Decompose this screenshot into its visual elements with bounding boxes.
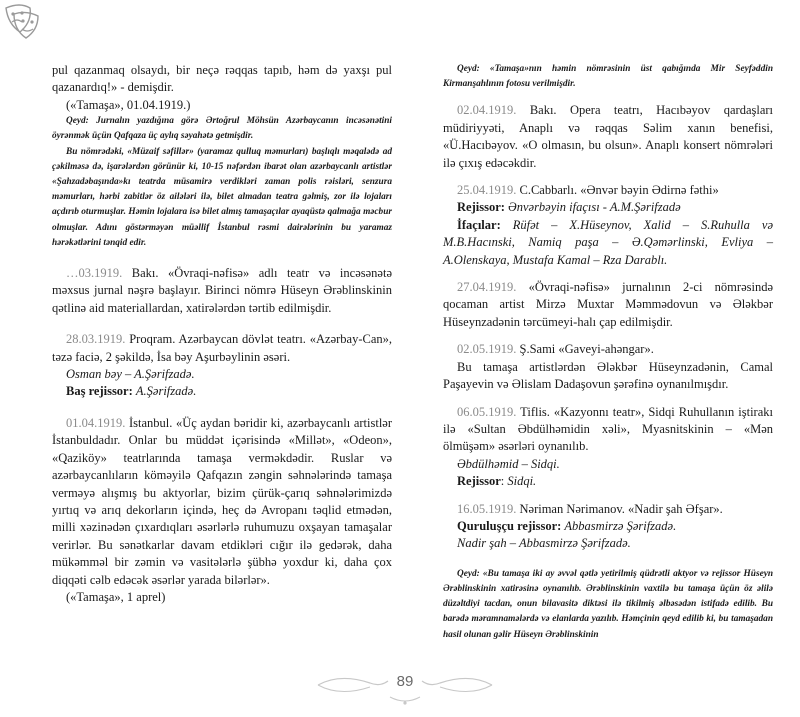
entry-text: Ş.Sami «Gaveyi-ahəngar». — [519, 342, 654, 357]
chronicle-entry — [443, 279, 773, 331]
director-value: Sidqi. — [507, 474, 537, 489]
source-citation: («Tamaşa», 01.04.1919.) — [66, 97, 191, 112]
page-footer — [310, 663, 500, 707]
chronicle-entry — [52, 331, 392, 366]
director-value: Ənvərbəyin ifaçısı - A.M.Şərifzadə — [508, 200, 681, 215]
entry-text: C.Cabbarlı. «Ənvər bəyin Ədirnə fəthi» — [519, 183, 719, 198]
entry-text: Bu tamaşa artistlərdən Ələkbər Hüseynzadənin, Camal Paşayevin və Əlislam Dadaşovun şərəfinə oynanılmışdır. — [443, 359, 773, 392]
editor-note: Qeyd: «Bu tamaşa iki ay əvvəl qətlə yetirilmiş qüdrətli aktyor və rejissor Hüseyn Ərəblinskinin xatirəsinə oynanılıb. Ərəblinskinin vaxtilə bu tamaşa üçün öz əlilə düzəltdiyi tacdan, onun bilavasitə diktəsi ilə tikilmiş əlbəsədən istifadə edilib. Bu barədə məramnamələrdə və elanlarda yazılıb. Həmçinin qeyd edilib ki, bu tamaşadan hasil olunan gəlir Hüseyn Ərəblinskinin — [443, 568, 773, 640]
source-citation: («Tamaşa», 1 aprel) — [66, 589, 166, 604]
right-column — [443, 62, 773, 643]
chronicle-entry — [52, 415, 392, 589]
director-value: A.Şərifzadə. — [135, 384, 197, 399]
director-label: Baş rejissor: — [66, 384, 133, 399]
chronicle-entry — [443, 102, 773, 172]
entry-text: Proqram. Azərbaycan dövlət teatrı. «Azərbay-Can», təzə faciə, 2 şəkildə, İsa bəy Aşurbəylinin əsəri. — [52, 332, 393, 364]
entry-text: Tiflis. «Kazyonnı teatr», Sidqi Ruhullanın iştirakı ilə «Sultan Əbdülhəmidin xəli», Myasnitskinin – «Mən ölmüşəm» əsərləri oynanılıb. — [443, 404, 773, 454]
director-label: Quruluşçu rejissor: — [457, 518, 562, 533]
cast-value: Rüfət – X.Hüseynov, Xalid – S.Ruhulla və M.B.Hacınski, Namiq paşa – Ə.Qəmərlinski, Evliya – A.Olenskaya, Mustafa Kamal – Rza Darablı. — [443, 217, 773, 267]
paragraph: pul qazanmaq olsaydı, bir neçə rəqqas tapıb, həm də yaxşı pul qazanardıq!» - demişdir. — [52, 63, 392, 95]
chronicle-entry — [443, 501, 773, 518]
entry-date: 02.04.1919. — [457, 103, 517, 118]
director-line — [443, 199, 773, 216]
director-label: Rejissor — [457, 474, 501, 489]
cast-label: İfaçılar: — [457, 217, 501, 232]
cast-line — [443, 217, 773, 269]
entry-date: 16.05.1919. — [457, 501, 517, 516]
entry-date: 28.03.1919. — [66, 332, 126, 347]
entry-text: Bakı. Opera teatrı, Hacıbəyov qardaşları müdiriyyəti, Anaplı və rəqqas Səlim xanın benefisi, «Ü.Hacıbəyov. «O olmasın, bu olsun». Anaplı konsert nömrələri ilə çıxış edəcəkdir. — [443, 103, 774, 170]
chronicle-entry — [443, 182, 773, 199]
theatre-masks-logo — [2, 2, 42, 40]
entry-date: 02.05.1919. — [457, 342, 517, 357]
director-line — [443, 518, 773, 535]
entry-text: İstanbul. «Üç aydan bəridir ki, azərbaycanlı artistlər İstanbuldadır. Onlar bu müddət içərisində «Millət», «Odeon», «Qaziköy» teatrlarında tamaşa verməkdədir. Ruslar və azərbaycanlıların köməyilə Qafqazın zəngin səhnələrində tamaşa verməyə alışmış bu aktyorlar, bizim çürük-çarıq səhnələrimizdə yırtıq və arıq dekorların içində, heç də Avropanı təqlid etmədən, milli xəzinədən çıxardıqları əsərlərlə ruhumuzu oxşayan tamaşalar verirlər. Bu sənətkarlar davam etdikləri cığır ilə gedərək, daha mükəmməl bir zəmin və vasitələrlə şübhə yoxdur ki, daha çox diqqəti cəlb edəcək əsərlər yarada bilərlər». — [52, 415, 393, 587]
entry-date: 27.04.1919. — [457, 280, 517, 295]
chronicle-entry — [443, 341, 773, 358]
cast-line: Nadir şah – Abbasmirzə Şərifzadə. — [457, 536, 631, 551]
chronicle-entry — [443, 404, 773, 456]
director-line: Rejissor: Sidqi. — [457, 474, 537, 489]
director-line — [52, 383, 392, 400]
cast-line: Osman bəy – A.Şərifzadə. — [66, 367, 195, 382]
editor-note: Bu nömrədəki, «Müzaif səfillər» (yaramaz qulluq məmurları) başlıqlı məqalədə ad çəkilməsə də, işarələrdən görünür ki, 10-15 nəfərdən ibarət olan azərbaycanlı artistlər «Şahzadəbaşında»kı teatrda müsamirə verdikləri zaman polis rəisləri, senzura məmurları, hərbi zabitlər öz ailələri ilə, bilet almadan teatra gəlmiş, zor ilə lojaları açdırıb oturmuşlar. Həmin lojalara isə bilet almış tamaşaçılar ayaqüstə qalmağa məcbur olmuşlar. Adını göstərməyən müəllif İstanbul rəsmi dairələrinin bu yaramaz hərəkətlərini tənqid edir. — [52, 146, 392, 248]
left-column — [52, 62, 392, 606]
entry-date: 06.05.1919. — [457, 404, 517, 419]
cast-line: Əbdülhəmid – Sidqi. — [457, 456, 560, 471]
chronicle-entry — [52, 265, 392, 317]
entry-text: «Övraqi-nəfisə» jurnalının 2-ci nömrəsində qocaman artist Mirzə Muxtar Məmmədovun və Ələkbər Hüseynzadənin tərcümeyi-halı çap edilmişdir. — [443, 280, 774, 329]
entry-text: Bakı. «Övraqi-nəfisə» adlı teatr və incəsənətə məxsus jurnal nəşrə başlayır. Birinci nömrə Hüseyn Ərəblinskinin qətlinə aid materiallardan, xatirələrdən tərtib edilmişdir. — [52, 266, 392, 315]
editor-note: Qeyd: «Tamaşa»nın həmin nömrəsinin üst qabığında Mir Seyfəddin Kirmanşahlının fotosu verilmişdir. — [443, 64, 773, 90]
director-value: Abbasmirzə Şərifzadə. — [564, 518, 677, 533]
director-label: Rejissor: — [457, 200, 505, 215]
page-number: 89 — [396, 673, 414, 690]
entry-text: Nəriman Nərimanov. «Nadir şah Əfşar». — [519, 501, 723, 516]
editor-note: Qeyd: Jurnalın yazdığına görə Ərtoğrul Möhsün Azərbaycanın incəsənətini öyrənmək üçün Qafqaza üç aylıq səyahətə getmişdir. — [52, 116, 392, 142]
entry-date: 25.04.1919. — [457, 183, 517, 198]
entry-date: …03.1919. — [66, 266, 123, 281]
entry-date: 01.04.1919. — [66, 415, 126, 430]
